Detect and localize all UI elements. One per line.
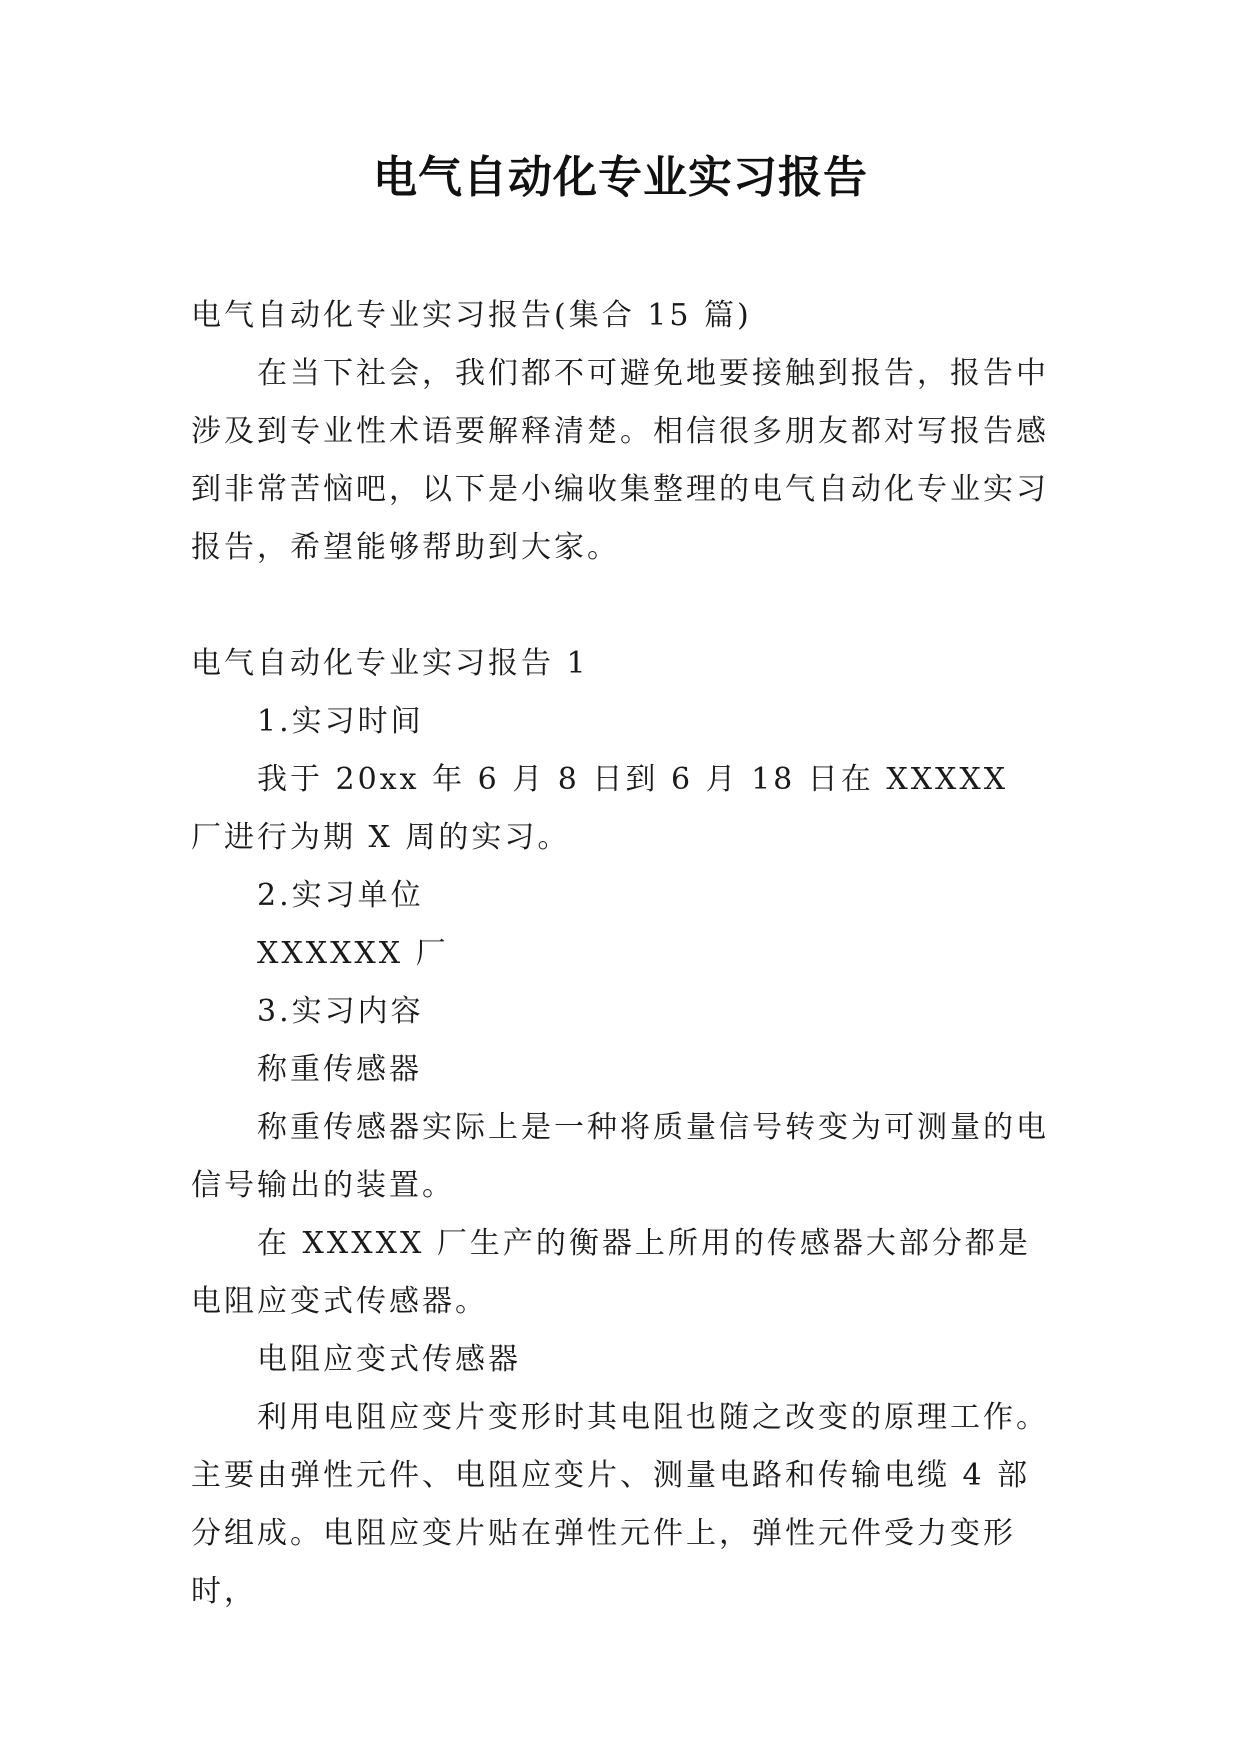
paragraph-unit: XXXXXX 厂 [257,936,449,971]
subheading-strain-sensor: 电阻应变式传感器 [257,1342,521,1377]
paragraph-sensor-usage: 在 XXXXX 厂生产的衡器上所用的传感器大部分都是电阻应变式传感器。 [191,1226,1031,1319]
paragraph-weighing-sensor: 称重传感器实际上是一种将质量信号转变为可测量的电信号输出的装置。 [191,1110,1049,1203]
collection-subtitle: 电气自动化专业实习报告(集合 15 篇) [191,298,752,333]
report-heading: 电气自动化专业实习报告 1 [191,646,589,681]
section-heading-unit: 2.实习单位 [257,878,424,913]
intro-paragraph: 在当下社会，我们都不可避免地要接触到报告，报告中涉及到专业性术语要解释清楚。相信很多朋友都对写报告感到非常苦恼吧，以下是小编收集整理的电气自动化专业实习报告，希望能够帮助到大家。 [191,356,1049,565]
section-heading-content: 3.实习内容 [257,994,424,1029]
paragraph-strain-sensor: 利用电阻应变片变形时其电阻也随之改变的原理工作。主要由弹性元件、电阻应变片、测量电路和传输电缆 4 部分组成。电阻应变片贴在弹性元件上，弹性元件受力变形时， [191,1400,1049,1609]
document-body [191,287,1051,1621]
subheading-weighing-sensor: 称重传感器 [257,1052,422,1087]
document-title: 电气自动化专业实习报告 [373,152,868,203]
section-heading-time: 1.实习时间 [257,704,424,739]
paragraph-time: 我于 20xx 年 6 月 8 日到 6 月 18 日在 XXXXX 厂进行为期 X 周的实习。 [191,762,1009,855]
